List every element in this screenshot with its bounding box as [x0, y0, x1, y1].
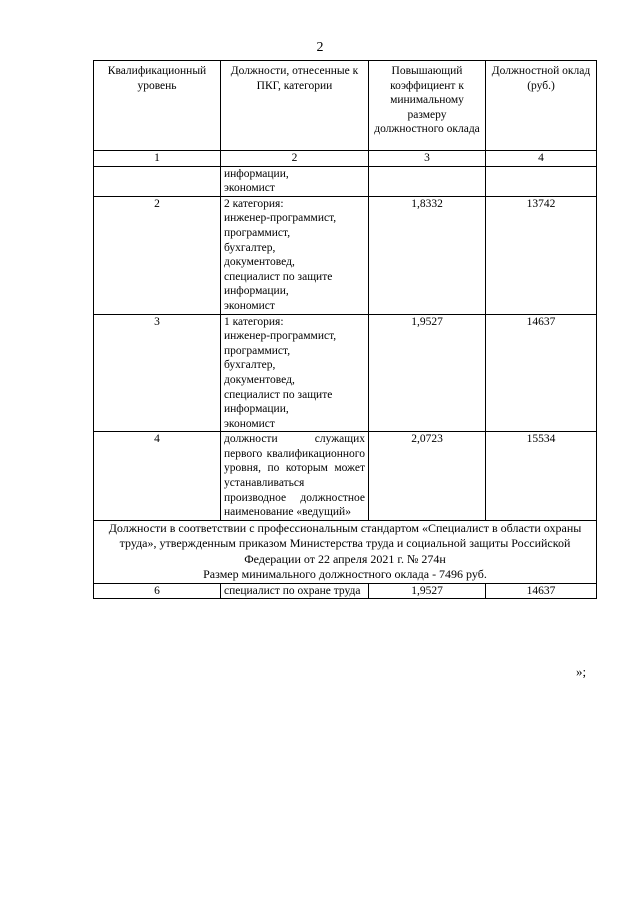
- salary-table: [93, 60, 597, 599]
- table-row: [94, 432, 597, 521]
- page-number: 2: [316, 40, 324, 55]
- salary-cell: [486, 166, 597, 196]
- header-salary: Должностной оклад (руб.): [486, 61, 597, 151]
- table-header-row: [94, 61, 597, 151]
- coefficient-cell: [369, 166, 486, 196]
- header-positions: Должности, отнесенные к ПКГ, категории: [221, 61, 369, 151]
- coefficient-cell: 2,0723: [369, 432, 486, 521]
- minimum-salary-note: Размер минимального должностного оклада - 7496 руб.: [203, 567, 487, 582]
- column-number: 1: [94, 151, 221, 167]
- section-note-row: [94, 520, 597, 583]
- table-row: [94, 196, 597, 314]
- salary-cell: 14637: [486, 583, 597, 599]
- salary-cell: 14637: [486, 314, 597, 432]
- table-row: [94, 314, 597, 432]
- column-number: 3: [369, 151, 486, 167]
- section-note: [94, 520, 597, 583]
- level-cell: 6: [94, 583, 221, 599]
- coefficient-cell: 1,8332: [369, 196, 486, 314]
- coefficient-cell: 1,9527: [369, 314, 486, 432]
- positions-cell: специалист по охране труда: [221, 583, 369, 599]
- column-number: 2: [221, 151, 369, 167]
- section-note-text: Должности в соответствии с профессиональным стандартом «Специалист в области охраны труда», утвержденным приказом Министерства труда и социальной защиты Российской Федерации от 22 апреля 2021 г. № 274н: [108, 520, 582, 566]
- positions-cell: 1 категория: инженер-программист, программист, бухгалтер, документовед, специалист по защите информации, экономист: [221, 314, 369, 432]
- coefficient-cell: 1,9527: [369, 583, 486, 599]
- level-cell: 4: [94, 432, 221, 521]
- closing-quote-mark: »;: [576, 664, 587, 679]
- table-row: [94, 583, 597, 599]
- level-cell: 2: [94, 196, 221, 314]
- level-cell: 3: [94, 314, 221, 432]
- level-cell: [94, 166, 221, 196]
- positions-cell: должности служащих первого квалификационного уровня, по которым может устанавливаться производное должностное наименование «ведущий»: [221, 432, 369, 521]
- table-row: [94, 166, 597, 196]
- positions-cell: 2 категория: инженер-программист, программист, бухгалтер, документовед, специалист по защите информации, экономист: [221, 196, 369, 314]
- column-number: 4: [486, 151, 597, 167]
- salary-cell: 13742: [486, 196, 597, 314]
- salary-cell: 15534: [486, 432, 597, 521]
- header-qualification-level: Квалификационный уровень: [94, 61, 221, 151]
- column-numbers-row: [94, 151, 597, 167]
- header-coefficient: Повышающий коэффициент к минимальному размеру должностного оклада: [369, 61, 486, 151]
- positions-cell: информации, экономист: [221, 166, 369, 196]
